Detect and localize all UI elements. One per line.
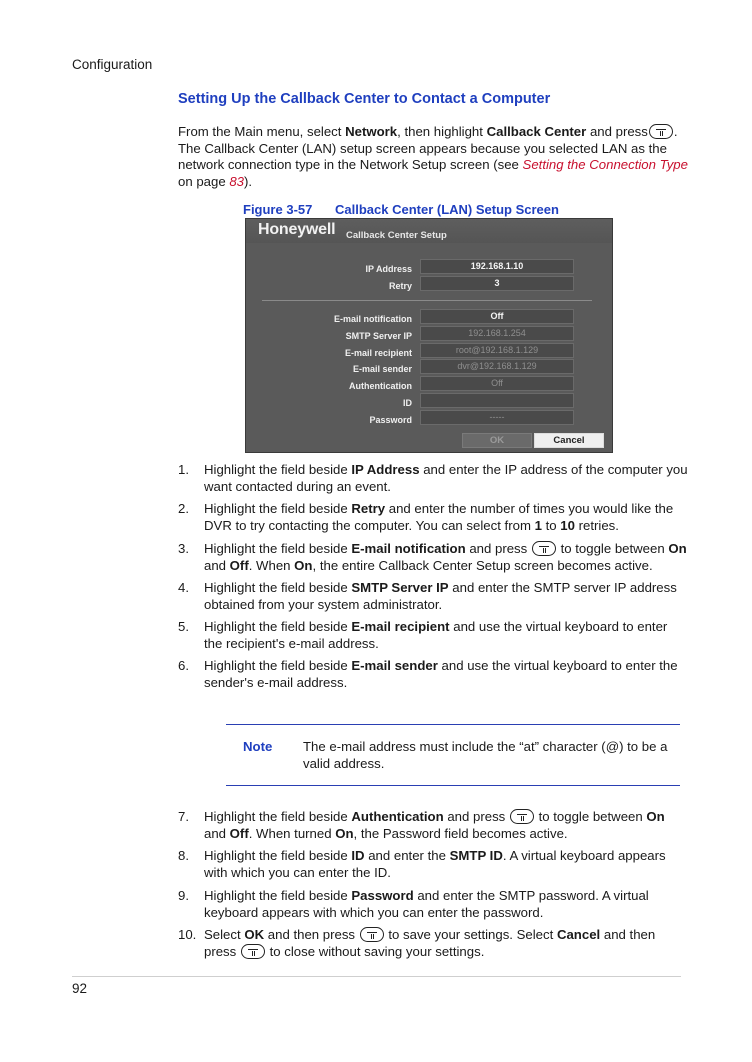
id-label: ID	[403, 398, 412, 408]
enter-key-icon	[360, 927, 384, 942]
cross-reference-link[interactable]: Setting the Connection Type	[522, 157, 688, 172]
ip-address-label: IP Address	[365, 264, 412, 274]
note-label: Note	[243, 739, 273, 754]
list-item: 5. Highlight the field beside E-mail recipient and use the virtual keyboard to enter the recipient's e-mail address.	[178, 619, 668, 651]
enter-key-icon	[649, 124, 673, 139]
figure-caption	[243, 202, 559, 219]
enter-key-icon	[532, 541, 556, 556]
list-item: 7. Highlight the field beside Authentication and press to toggle between On and Off. When turned On, the Password field becomes active.	[178, 809, 665, 841]
list-item: 3. Highlight the field beside E-mail notification and press to toggle between On and Off. When On, the entire Callback Center Setup screen becomes active.	[178, 541, 687, 573]
note-text: The e-mail address must include the “at” character (@) to be a valid address.	[303, 739, 668, 771]
list-item: 10. Select OK and then press to save your settings. Select Cancel and then press to close without saving your settings.	[178, 927, 656, 959]
list-item: 6. Highlight the field beside E-mail sender and use the virtual keyboard to enter the sender's e-mail address.	[178, 658, 678, 690]
authentication-field[interactable]: Off	[420, 376, 574, 391]
list-item: 1. Highlight the field beside IP Address and enter the IP address of the computer you want contacted during an event.	[178, 462, 688, 494]
retry-label: Retry	[388, 281, 412, 291]
page-reference-link[interactable]: 83	[229, 173, 245, 189]
screen-divider	[262, 300, 592, 301]
screen-title: Callback Center Setup	[346, 230, 447, 241]
email-notification-label: E-mail notification	[333, 314, 412, 324]
password-field[interactable]: -----	[420, 410, 574, 425]
email-sender-label: E-mail sender	[352, 364, 412, 374]
email-sender-field[interactable]: dvr@192.168.1.129	[420, 359, 574, 374]
running-header: Configuration	[72, 57, 153, 72]
note-top-rule	[226, 724, 680, 725]
email-recipient-label: E-mail recipient	[344, 348, 412, 358]
honeywell-logo: Honeywell	[258, 221, 336, 238]
password-label: Password	[369, 415, 412, 425]
section-title: Setting Up the Callback Center to Contact a Computer	[178, 91, 551, 107]
footer-rule	[72, 976, 681, 977]
callback-center-setup-screen	[245, 218, 613, 453]
smtp-server-ip-field[interactable]: 192.168.1.254	[420, 326, 574, 341]
note-bottom-rule	[226, 785, 680, 786]
ok-button[interactable]: OK	[462, 433, 532, 448]
figure-title: Callback Center (LAN) Setup Screen	[335, 202, 559, 217]
email-notification-field[interactable]: Off	[420, 309, 574, 324]
authentication-label: Authentication	[349, 381, 412, 391]
email-recipient-field[interactable]: root@192.168.1.129	[420, 343, 574, 358]
ip-address-field[interactable]: 192.168.1.10	[420, 259, 574, 274]
page-number: 92	[72, 981, 88, 996]
list-item: 4. Highlight the field beside SMTP Server IP and enter the SMTP server IP address obtained from your system administrator.	[178, 580, 677, 612]
enter-key-icon	[510, 809, 534, 824]
retry-field[interactable]: 3	[420, 276, 574, 291]
cancel-button[interactable]: Cancel	[534, 433, 604, 448]
intro-paragraph: From the Main menu, select Network, then highlight Callback Center and press . The Callback Center (LAN) setup screen appears because you selected LAN as the network connection type in the Network Setup screen (see Setting the Connection Type on page 83).	[178, 124, 688, 189]
smtp-server-ip-label: SMTP Server IP	[345, 331, 412, 341]
figure-number: Figure 3-57	[243, 202, 313, 217]
id-field[interactable]	[420, 393, 574, 408]
list-item: 2. Highlight the field beside Retry and enter the number of times you would like the DVR to try contacting the computer. You can select from 1 to 10 retries.	[178, 501, 674, 533]
list-item: 9. Highlight the field beside Password and enter the SMTP password. A virtual keyboard appears with which you can enter the password.	[178, 888, 649, 920]
enter-key-icon	[241, 944, 265, 959]
list-item: 8. Highlight the field beside ID and enter the SMTP ID. A virtual keyboard appears with which you can enter the ID.	[178, 848, 666, 880]
